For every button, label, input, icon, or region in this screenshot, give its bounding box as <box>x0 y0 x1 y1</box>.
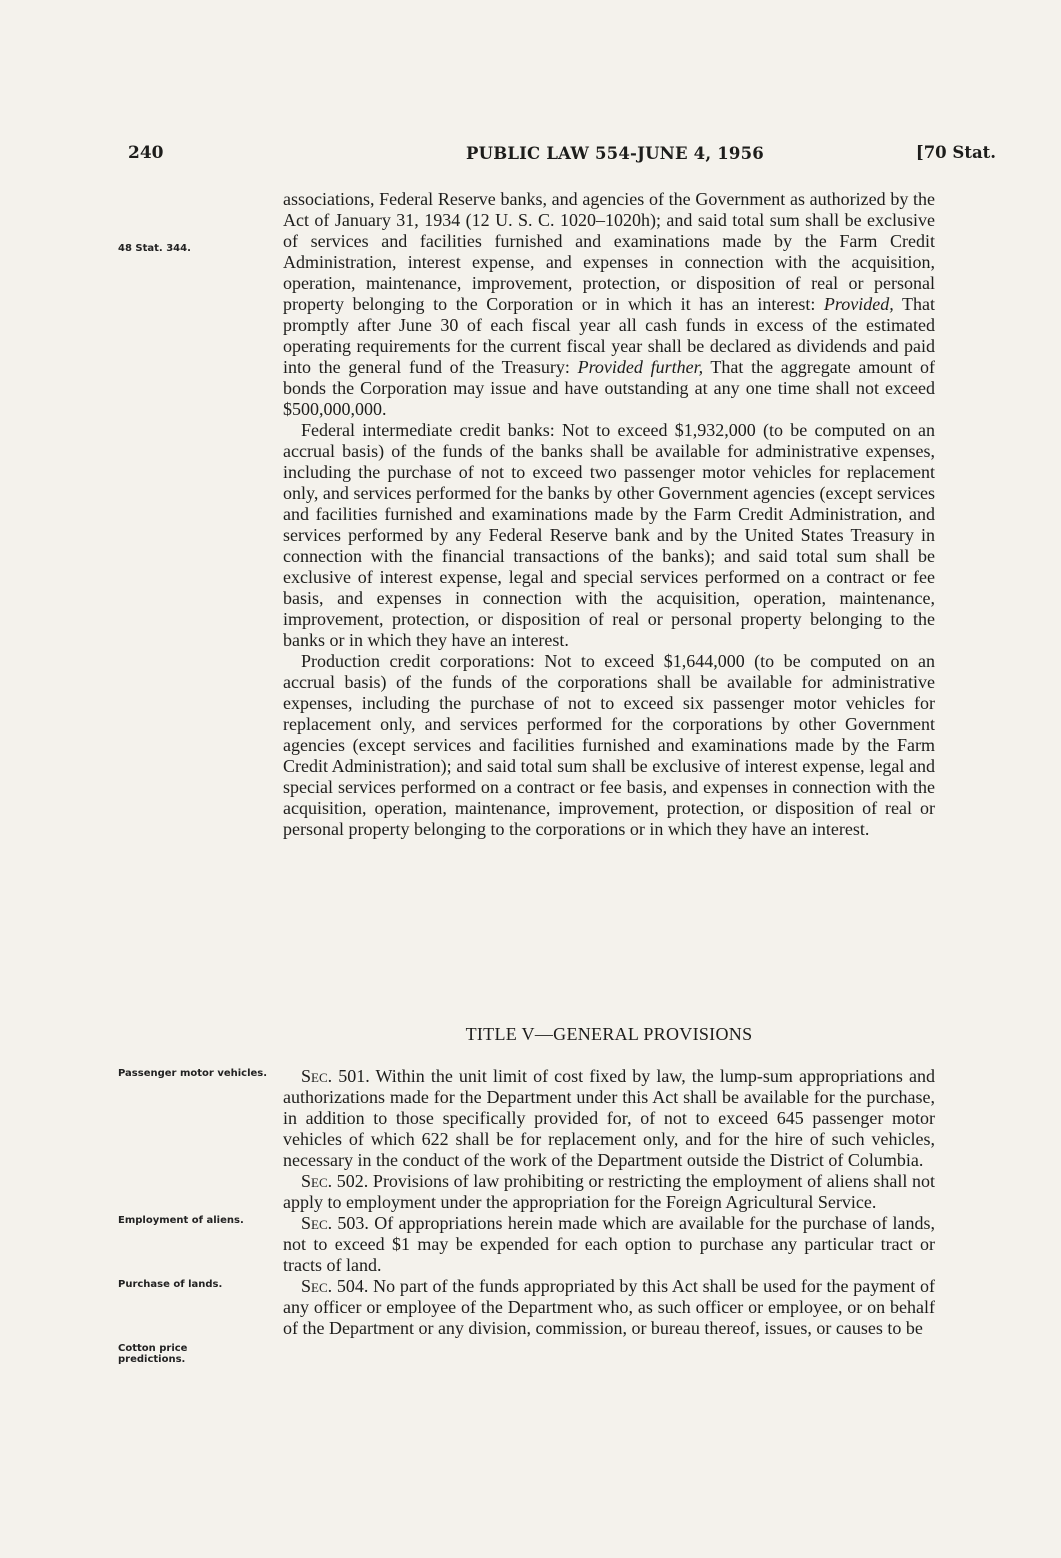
title-heading: TITLE V—GENERAL PROVISIONS <box>465 1024 753 1044</box>
page-header <box>128 143 996 167</box>
paragraph-corporation: associations, Federal Reserve banks, and agencies of the Government as authorized by the Act of January 31, 1934 (12 U. S. C. 1020–1020h); and said total sum shall be exclusive of services and facilities furnished and examinations made by the Farm Credit Administration, interest expense, and expenses in connection with the acquisition, operation, maintenance, improvement, protection, or disposition of real or personal property belonging to the Corporation or in which it has an interest: Provided, That promptly after June 30 of each fiscal year all cash funds in excess of the estimated operating requirements for the current fiscal year shall be declared as dividends and paid into the general fund of the Treasury: Provided further, That the aggregate amount of bonds the Corporation may issue and have outstanding at any one time shall not exceed $500,000,000. <box>283 189 935 419</box>
section-501: Sec. 501. Within the unit limit of cost fixed by law, the lump-sum appropriations and authorizations made for the Department under this Act shall be available for the purchase, in addition to those specifically provided for, of not to exceed 645 passenger motor vehicles of which 622 shall be for replacement only, and for the hire of such vehicles, necessary in the conduct of the work of the Department outside the District of Columbia. <box>283 1066 936 1170</box>
margin-note-passenger-vehicles: Passenger motor vehicles. <box>118 1068 268 1079</box>
paragraph-production-credit-corporations: Production credit corporations: Not to exceed $1,644,000 (to be computed on an accrual basis) of the funds of the corporations shall be available for administrative expenses, including the purchase of not to exceed six passenger motor vehicles for replacement only, and services performed for the corporations by other Government agencies (except services and facilities furnished and examinations made by the Farm Credit Administration); and said total sum shall be exclusive of interest expense, legal and special services performed on a contract or fee basis, and expenses in connection with the acquisition, operation, maintenance, improvement, protection, or disposition of real or personal property belonging to the corporations or in which they have an interest. <box>283 651 935 839</box>
paragraph-intermediate-credit-banks: Federal intermediate credit banks: Not to exceed $1,932,000 (to be computed on an accrual basis) of the funds of the banks shall be available for administrative expenses, including the purchase of not to exceed two passenger motor vehicles for replacement only, and services performed for the banks by other Government agencies (except services and facilities furnished and examinations made by the Farm Credit Administration, and services performed by any Federal Reserve bank and by the United States Treasury in connection with the financial transactions of the banks); and said total sum shall be exclusive of interest expense, legal and special services performed on a contract or fee basis, and expenses in connection with the acquisition, operation, maintenance, improvement, protection, or disposition of real or personal property belonging to the banks or in which they have an interest. <box>283 420 935 650</box>
section-503: Sec. 503. Of appropriations herein made which are available for the purchase of lands, not to exceed $1 may be expended for each option to purchase any particular tract or tracts of land. <box>283 1213 935 1275</box>
body-lower <box>283 1066 935 1339</box>
margin-note-48-stat: 48 Stat. 344. <box>118 243 191 254</box>
page-number: 240 <box>128 143 164 163</box>
margin-note-purchase-lands: Purchase of lands. <box>118 1279 223 1290</box>
section-504: Sec. 504. No part of the funds appropriated by this Act shall be used for the payment of any officer or employee of the Department who, as such officer or employee, or on behalf of the Department or any division, commission, or bureau thereof, issues, or causes to be <box>283 1276 935 1338</box>
statute-reference: [70 Stat. <box>915 143 996 162</box>
running-title: PUBLIC LAW 554-JUNE 4, 1956 <box>466 144 764 163</box>
margin-note-cotton-price: Cotton price predictions. <box>118 1343 188 1365</box>
margin-note-employment-aliens: Employment of aliens. <box>118 1215 244 1226</box>
section-502: Sec. 502. Provisions of law prohibiting or restricting the employment of aliens shall not apply to employment under the appropriation for the Foreign Agricultural Service. <box>283 1171 936 1212</box>
body-upper <box>283 189 935 840</box>
